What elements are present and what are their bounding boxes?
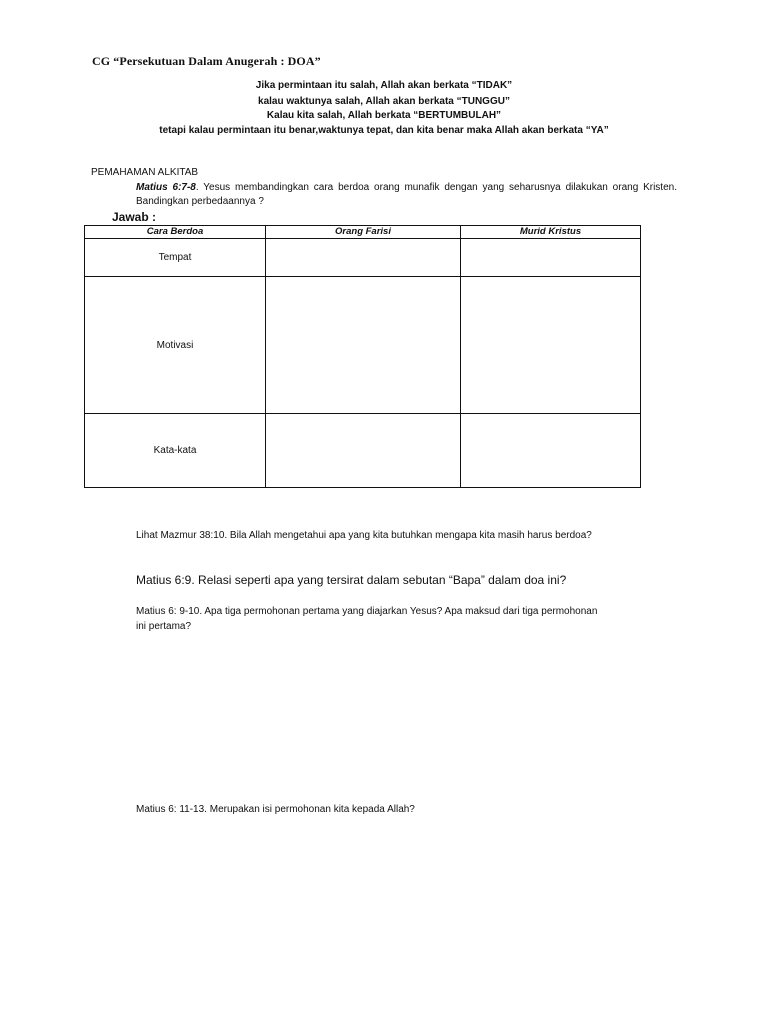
row-label-motivasi: Motivasi (85, 277, 266, 414)
answer-cell[interactable] (461, 414, 641, 488)
question-3-line-1: Matius 6: 9-10. Apa tiga permohonan pertama yang diajarkan Yesus? Apa maksud dari tiga permohonan (136, 606, 598, 617)
paragraph-text: . Yesus membandingkan cara berdoa orang munafik dengan yang seharusnya dilakukan orang Kristen. Bandingkan perbedaannya ? (136, 182, 677, 207)
answer-cell[interactable] (266, 277, 461, 414)
question-1: Lihat Mazmur 38:10. Bila Allah mengetahui apa yang kita butuhkan mengapa kita masih harus berdoa? (136, 530, 592, 541)
intro-line-4: tetapi kalau permintaan itu benar,waktunya tepat, dan kita benar maka Allah akan berkata “YA” (159, 125, 609, 136)
header-murid-kristus: Murid Kristus (461, 226, 641, 239)
table-header-row (85, 226, 641, 239)
answer-cell[interactable] (266, 239, 461, 277)
table-row (85, 414, 641, 488)
intro-line-2: kalau waktunya salah, Allah akan berkata “TUNGGU” (258, 96, 510, 107)
answer-label: Jawab : (112, 210, 157, 224)
answer-cell[interactable] (461, 239, 641, 277)
answer-cell[interactable] (266, 414, 461, 488)
table-row (85, 239, 641, 277)
document-title: CG “Persekutuan Dalam Anugerah : DOA” (92, 54, 321, 68)
question-4: Matius 6: 11-13. Merupakan isi permohonan kita kepada Allah? (136, 804, 415, 815)
intro-line-1: Jika permintaan itu salah, Allah akan berkata “TIDAK” (255, 80, 513, 91)
section-heading: PEMAHAMAN ALKITAB (91, 167, 199, 178)
table-row (85, 277, 641, 414)
question-3-line-2: ini pertama? (136, 621, 192, 632)
header-cara-berdoa: Cara Berdoa (85, 226, 266, 239)
section-paragraph (136, 181, 677, 209)
question-2: Matius 6:9. Relasi seperti apa yang tersirat dalam sebutan “Bapa” dalam doa ini? (136, 573, 567, 587)
comparison-table (84, 225, 641, 488)
intro-line-3: Kalau kita salah, Allah berkata “BERTUMBULAH” (266, 110, 502, 121)
bible-reference: Matius 6:7-8 (136, 182, 196, 193)
row-label-kata-kata: Kata-kata (85, 414, 266, 488)
header-orang-farisi: Orang Farisi (266, 226, 461, 239)
row-label-tempat: Tempat (85, 239, 266, 277)
answer-cell[interactable] (461, 277, 641, 414)
question-3 (136, 604, 677, 634)
